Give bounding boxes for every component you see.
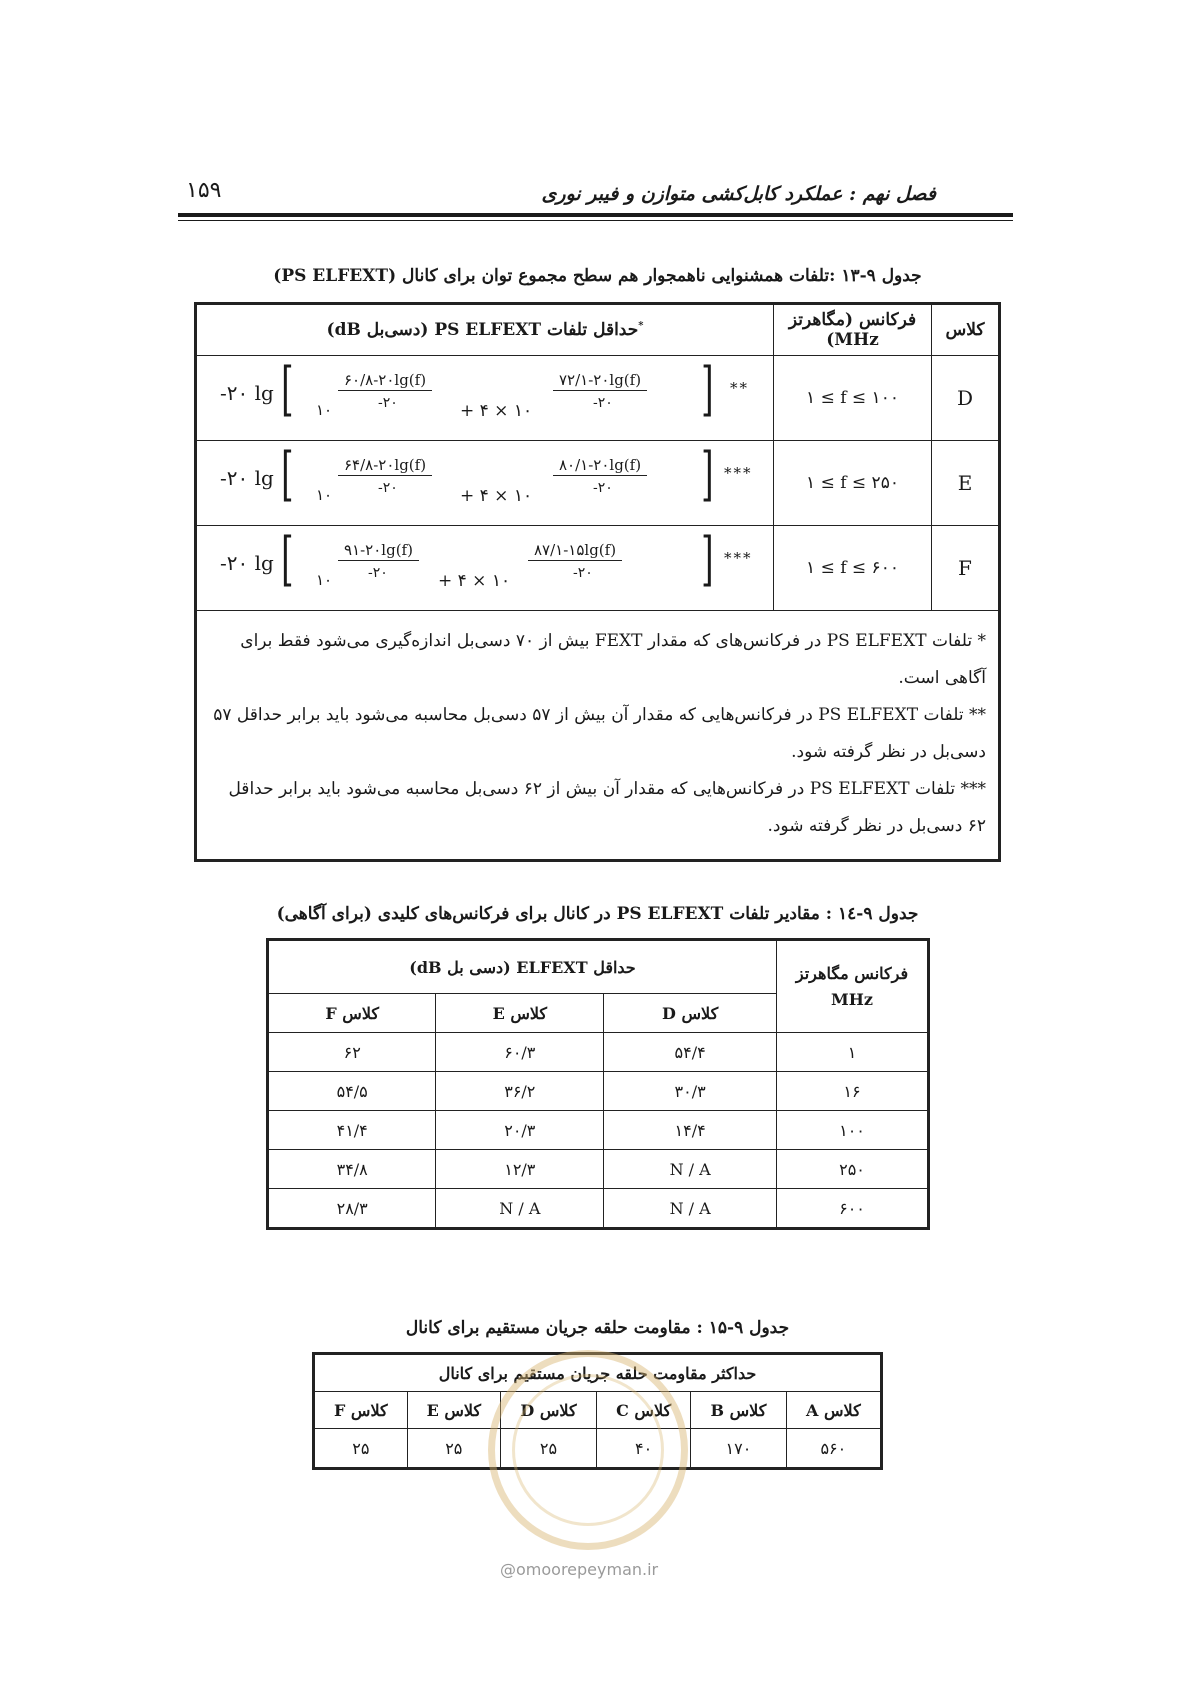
formula-lead: -۲۰ lg (220, 551, 274, 575)
table2-e-cell: ۶۰/۳ (436, 1033, 604, 1072)
table1-caption: جدول ۹-۱۳ :تلفات همشنوایی ناهمجوار هم سطح مجموع توان برای کانال (PS ELFEXT) (273, 266, 922, 286)
table2-e-cell: ۱۲/۳ (436, 1150, 604, 1189)
table1-header-star: * (638, 320, 644, 332)
formula-exponent-1: ۶۰/۸-۲۰lg(f) (338, 371, 432, 391)
table3-header-class-a: کلاس A (786, 1392, 881, 1429)
right-bracket: ] (701, 525, 714, 593)
formula-base: ۱۰ (316, 571, 333, 589)
table2-e-cell: ۳۶/۲ (436, 1072, 604, 1111)
table1-formula-cell (196, 441, 774, 526)
right-bracket: ] (701, 440, 714, 508)
table-row (268, 1072, 929, 1111)
table1-class-cell: F (932, 526, 1000, 611)
table3-value-c: ۴۰ (597, 1429, 691, 1469)
table2-e-cell: ۲۰/۳ (436, 1111, 604, 1150)
formula (198, 527, 772, 609)
table1-header-min-loss (196, 304, 774, 356)
table2-f-cell: ۶۲ (268, 1033, 436, 1072)
table3-value-d: ۲۵ (500, 1429, 596, 1469)
table3-header-class-c: کلاس C (597, 1392, 691, 1429)
table-row (196, 526, 1000, 611)
formula (198, 357, 772, 439)
note-1: * تلفات PS ELFEXT در فرکانس‌های که مقدار FEXT بیش از ۷۰ دسی‌بل اندازه‌گیری می‌شود فقط برای آگاهی است. (240, 631, 986, 688)
table1-class-cell: D (932, 356, 1000, 441)
formula (198, 442, 772, 524)
table2-d-cell: ۵۴/۴ (604, 1033, 777, 1072)
table2-freq-cell: ۱۶ (777, 1072, 929, 1111)
table2-freq-cell: ۱ (777, 1033, 929, 1072)
formula-plus: + ۴ × ۱۰ (460, 401, 533, 421)
formula-exponent-2: ۷۲/۱-۲۰lg(f) (553, 371, 647, 391)
formula-divisor-1: -۲۰ (378, 480, 398, 496)
table1-header-min-loss-label: حداقل تلفات PS ELFEXT (دسی‌بل dB) (326, 320, 639, 340)
table3-header-group: حداکثر مقاومت حلقه جریان مستقیم برای کانال (314, 1354, 882, 1392)
table3-value-a: ۵۶۰ (786, 1429, 881, 1469)
watermark-text: @omoorepeyman.ir (500, 1560, 659, 1579)
formula-stars: *** (724, 549, 753, 567)
table2-freq-cell: ۱۰۰ (777, 1111, 929, 1150)
table-row (268, 1189, 929, 1229)
note-3: *** تلفات PS ELFEXT در فرکانس‌هایی که مقدار آن بیش از ۶۲ دسی‌بل محاسبه می‌شود باید برابر حداقل ۶۲ دسی‌بل در نظر گرفته شود. (228, 779, 986, 836)
formula-exponent-1: ۹۱-۲۰lg(f) (338, 541, 419, 561)
table-row (268, 1150, 929, 1189)
table3-value-f: ۲۵ (314, 1429, 408, 1469)
table2-d-cell: N / A (604, 1189, 777, 1229)
table1-header-class: کلاس (932, 304, 1000, 356)
formula-exponent-2: ۸۷/۱-۱۵lg(f) (528, 541, 622, 561)
table1-freq-cell: ۱ ≤ f ≤ ۲۵۰ (774, 441, 932, 526)
table-row (196, 356, 1000, 441)
table2-f-cell: ۴۱/۴ (268, 1111, 436, 1150)
table3-header-class-b: کلاس B (691, 1392, 786, 1429)
table-row (196, 441, 1000, 526)
table2-header-group: حداقل ELFEXT (دسی بل dB) (268, 940, 777, 994)
table3-header-class-f: کلاس F (314, 1392, 408, 1429)
formula-divisor-2: -۲۰ (593, 480, 613, 496)
table1 (194, 302, 1001, 862)
table3-value-b: ۱۷۰ (691, 1429, 786, 1469)
table1-class-cell: E (932, 441, 1000, 526)
formula-exponent-1: ۶۴/۸-۲۰lg(f) (338, 456, 432, 476)
table1-formula-cell (196, 526, 774, 611)
table2-freq-cell: ۶۰۰ (777, 1189, 929, 1229)
table3-header-class-d: کلاس D (500, 1392, 596, 1429)
table2-f-cell: ۵۴/۵ (268, 1072, 436, 1111)
table1-freq-cell: ۱ ≤ f ≤ ۱۰۰ (774, 356, 932, 441)
formula-plus: + ۴ × ۱۰ (438, 571, 511, 591)
header-rule-thin (178, 220, 1013, 221)
note-2: ** تلفات PS ELFEXT در فرکانس‌هایی که مقدار آن بیش از ۵۷ دسی‌بل محاسبه می‌شود باید برابر حداقل ۵۷ دسی‌بل در نظر گرفته شود. (213, 705, 986, 762)
table1-freq-cell: ۱ ≤ f ≤ ۶۰۰ (774, 526, 932, 611)
table2-header-class-e: کلاس E (436, 994, 604, 1033)
table2-f-cell: ۳۴/۸ (268, 1150, 436, 1189)
table2 (266, 938, 930, 1230)
formula-divisor-1: -۲۰ (368, 565, 388, 581)
table2-header-class-f: کلاس F (268, 994, 436, 1033)
table2-d-cell: N / A (604, 1150, 777, 1189)
table3-value-e: ۲۵ (407, 1429, 500, 1469)
left-bracket: [ (281, 355, 294, 423)
table2-caption: جدول ۹-۱٤ : مقادیر تلفات PS ELFEXT در کانال برای فرکانس‌های کلیدی (برای آگاهی) (276, 904, 919, 924)
table3-header-class-e: کلاس E (407, 1392, 500, 1429)
table2-e-cell: N / A (436, 1189, 604, 1229)
table2-f-cell: ۲۸/۳ (268, 1189, 436, 1229)
table1-notes (196, 611, 1000, 861)
table2-header-freq: فرکانس مگاهرتز MHz (777, 940, 929, 1033)
table3-caption: جدول ۹-۱۵ : مقاومت حلقه جریان مستقیم برای کانال (405, 1318, 790, 1338)
right-bracket: ] (701, 355, 714, 423)
formula-stars: *** (724, 464, 753, 482)
formula-base: ۱۰ (316, 401, 333, 419)
formula-exponent-2: ۸۰/۱-۲۰lg(f) (553, 456, 647, 476)
page-number: ۱۵۹ (186, 178, 222, 203)
table2-d-cell: ۱۴/۴ (604, 1111, 777, 1150)
table1-header-freq: فرکانس (مگاهرتز MHz) (774, 304, 932, 356)
left-bracket: [ (281, 440, 294, 508)
formula-lead: -۲۰ lg (220, 466, 274, 490)
formula-stars: ** (730, 379, 749, 397)
chapter-title: فصل نهم : عملکرد کابل‌کشی متوازن و فیبر نوری (541, 183, 936, 205)
formula-divisor-2: -۲۰ (573, 565, 593, 581)
formula-divisor-2: -۲۰ (593, 395, 613, 411)
table2-freq-cell: ۲۵۰ (777, 1150, 929, 1189)
formula-plus: + ۴ × ۱۰ (460, 486, 533, 506)
left-bracket: [ (281, 525, 294, 593)
header-rule (178, 213, 1013, 217)
table-row (268, 1033, 929, 1072)
formula-base: ۱۰ (316, 486, 333, 504)
table1-formula-cell (196, 356, 774, 441)
table2-d-cell: ۳۰/۳ (604, 1072, 777, 1111)
table2-header-class-d: کلاس D (604, 994, 777, 1033)
watermark-seal-inner-icon (512, 1374, 664, 1526)
formula-lead: -۲۰ lg (220, 381, 274, 405)
formula-divisor-1: -۲۰ (378, 395, 398, 411)
table-row (268, 1111, 929, 1150)
